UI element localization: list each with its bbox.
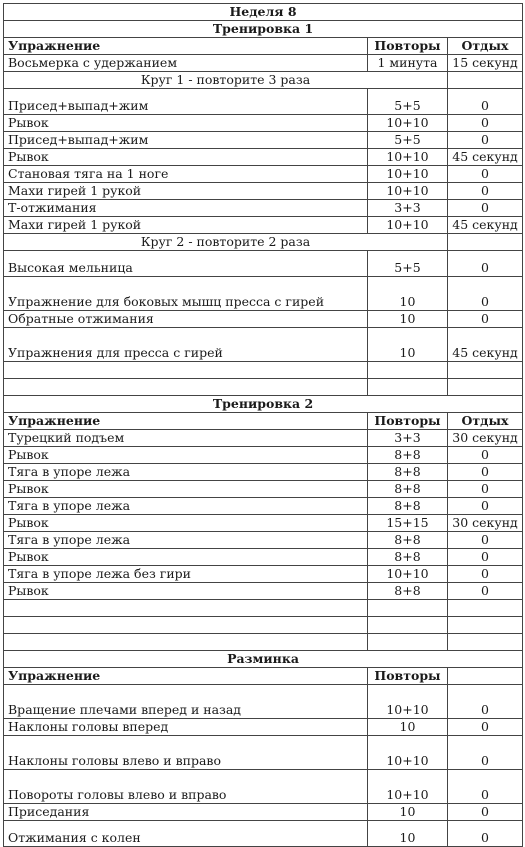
exercise-name: Отжимания с колен	[4, 821, 368, 847]
exercise-rest: 0	[448, 583, 523, 600]
exercise-rest: 0	[448, 498, 523, 515]
table-row	[4, 770, 523, 804]
exercise-rest: 30 секунд	[448, 430, 523, 447]
exercise-name: Становая тяга на 1 ноге	[4, 166, 368, 183]
exercise-rest: 0	[448, 132, 523, 149]
table-row	[4, 311, 523, 328]
exercise-name: Восьмерка с удержанием	[4, 55, 368, 72]
exercise-reps: 10+10	[368, 166, 448, 183]
exercise-rest: 30 секунд	[448, 515, 523, 532]
table-row	[4, 132, 523, 149]
exercise-name: Упражнение для боковых мышц пресса с гирей	[4, 277, 368, 311]
table-row	[4, 217, 523, 234]
exercise-name: Высокая мельница	[4, 251, 368, 277]
column-header-rest	[448, 668, 523, 685]
exercise-reps: 10+10	[368, 736, 448, 770]
exercise-name: Рывок	[4, 115, 368, 132]
exercise-rest: 0	[448, 166, 523, 183]
exercise-reps: 3+3	[368, 200, 448, 217]
exercise-reps: 5+5	[368, 132, 448, 149]
exercise-name: Вращение плечами вперед и назад	[4, 685, 368, 719]
workout1-title: Тренировка 1	[4, 21, 523, 38]
exercise-reps: 10	[368, 804, 448, 821]
exercise-name: Турецкий подъем	[4, 430, 368, 447]
exercise-name: Рывок	[4, 149, 368, 166]
column-header-exercise: Упражнение	[4, 668, 368, 685]
exercise-rest: 0	[448, 736, 523, 770]
empty-row	[4, 600, 523, 617]
week-title: Неделя 8	[4, 4, 523, 21]
table-row	[4, 821, 523, 847]
table-row	[4, 183, 523, 200]
exercise-name: Махи гирей 1 рукой	[4, 183, 368, 200]
exercise-name: Рывок	[4, 515, 368, 532]
exercise-reps: 10+10	[368, 566, 448, 583]
exercise-reps: 5+5	[368, 251, 448, 277]
exercise-reps: 10	[368, 719, 448, 736]
exercise-name: Рывок	[4, 447, 368, 464]
table-row	[4, 685, 523, 719]
exercise-rest: 45 секунд	[448, 328, 523, 362]
table-row	[4, 719, 523, 736]
exercise-name: Упражнения для пресса с гирей	[4, 328, 368, 362]
circle2-row	[4, 234, 523, 251]
exercise-rest: 0	[448, 89, 523, 115]
exercise-rest: 0	[448, 770, 523, 804]
table-row	[4, 430, 523, 447]
exercise-name: Тяга в упоре лежа без гири	[4, 566, 368, 583]
table-row	[4, 166, 523, 183]
exercise-name: Тяга в упоре лежа	[4, 464, 368, 481]
exercise-reps: 10+10	[368, 115, 448, 132]
table-row	[4, 149, 523, 166]
table-row	[4, 464, 523, 481]
column-header-reps: Повторы	[368, 668, 448, 685]
exercise-name: Наклоны головы влево и вправо	[4, 736, 368, 770]
exercise-rest: 45 секунд	[448, 149, 523, 166]
warmup-title: Разминка	[4, 651, 523, 668]
empty-row	[4, 617, 523, 634]
table-row	[4, 328, 523, 362]
empty-row	[4, 634, 523, 651]
exercise-reps: 10+10	[368, 149, 448, 166]
exercise-name: Рывок	[4, 481, 368, 498]
exercise-rest: 0	[448, 311, 523, 328]
workout2-title: Тренировка 2	[4, 396, 523, 413]
exercise-reps: 8+8	[368, 583, 448, 600]
exercise-reps: 10	[368, 277, 448, 311]
exercise-rest: 0	[448, 115, 523, 132]
empty-row	[4, 362, 523, 379]
exercise-name: Присед+выпад+жим	[4, 132, 368, 149]
exercise-name: Повороты головы влево и вправо	[4, 770, 368, 804]
column-header-reps: Повторы	[368, 413, 448, 430]
exercise-rest: 0	[448, 804, 523, 821]
exercise-rest: 0	[448, 532, 523, 549]
exercise-reps: 8+8	[368, 532, 448, 549]
table-row	[4, 549, 523, 566]
exercise-name: Обратные отжимания	[4, 311, 368, 328]
exercise-name: Рывок	[4, 583, 368, 600]
exercise-reps: 10+10	[368, 685, 448, 719]
exercise-reps: 8+8	[368, 549, 448, 566]
exercise-rest: 0	[448, 685, 523, 719]
column-header-rest: Отдых	[448, 413, 523, 430]
table-row	[4, 804, 523, 821]
workout1-header-row	[4, 38, 523, 55]
exercise-reps: 10	[368, 328, 448, 362]
column-header-rest: Отдых	[448, 38, 523, 55]
table-row	[4, 515, 523, 532]
exercise-rest: 15 секунд	[448, 55, 523, 72]
exercise-reps: 3+3	[368, 430, 448, 447]
table-row	[4, 481, 523, 498]
table-row	[4, 498, 523, 515]
workout2-header-row	[4, 413, 523, 430]
exercise-name: Наклоны головы вперед	[4, 719, 368, 736]
circle2-label: Круг 2 - повторите 2 раза	[4, 234, 448, 251]
exercise-reps: 10	[368, 311, 448, 328]
exercise-rest: 0	[448, 200, 523, 217]
table-row	[4, 447, 523, 464]
table-row	[4, 115, 523, 132]
exercise-reps: 8+8	[368, 498, 448, 515]
empty-row	[4, 379, 523, 396]
exercise-reps: 10+10	[368, 770, 448, 804]
circle1-label: Круг 1 - повторите 3 раза	[4, 72, 448, 89]
exercise-reps: 10+10	[368, 183, 448, 200]
exercise-name: Приседания	[4, 804, 368, 821]
exercise-reps: 5+5	[368, 89, 448, 115]
column-header-reps: Повторы	[368, 38, 448, 55]
table-row	[4, 566, 523, 583]
circle1-row	[4, 72, 523, 89]
exercise-name: Тяга в упоре лежа	[4, 532, 368, 549]
exercise-reps: 10+10	[368, 217, 448, 234]
exercise-rest: 0	[448, 277, 523, 311]
exercise-name: Т-отжимания	[4, 200, 368, 217]
table-row	[4, 89, 523, 115]
empty-cell	[448, 234, 523, 251]
exercise-rest: 0	[448, 183, 523, 200]
exercise-name: Тяга в упоре лежа	[4, 498, 368, 515]
exercise-name: Присед+выпад+жим	[4, 89, 368, 115]
table-row	[4, 277, 523, 311]
column-header-exercise: Упражнение	[4, 413, 368, 430]
table-row	[4, 200, 523, 217]
table-row	[4, 251, 523, 277]
exercise-rest: 0	[448, 251, 523, 277]
exercise-rest: 45 секунд	[448, 217, 523, 234]
warmup-header-row	[4, 668, 523, 685]
exercise-reps: 1 минута	[368, 55, 448, 72]
exercise-reps: 10	[368, 821, 448, 847]
exercise-reps: 8+8	[368, 481, 448, 498]
exercise-rest: 0	[448, 719, 523, 736]
column-header-exercise: Упражнение	[4, 38, 368, 55]
exercise-rest: 0	[448, 821, 523, 847]
exercise-rest: 0	[448, 464, 523, 481]
exercise-rest: 0	[448, 566, 523, 583]
table-row	[4, 532, 523, 549]
exercise-rest: 0	[448, 447, 523, 464]
exercise-reps: 8+8	[368, 447, 448, 464]
exercise-rest: 0	[448, 481, 523, 498]
exercise-name: Махи гирей 1 рукой	[4, 217, 368, 234]
table-row	[4, 583, 523, 600]
empty-cell	[448, 72, 523, 89]
exercise-reps: 15+15	[368, 515, 448, 532]
workout-table	[3, 3, 523, 847]
table-row	[4, 55, 523, 72]
exercise-reps: 8+8	[368, 464, 448, 481]
exercise-name: Рывок	[4, 549, 368, 566]
exercise-rest: 0	[448, 549, 523, 566]
table-row	[4, 736, 523, 770]
